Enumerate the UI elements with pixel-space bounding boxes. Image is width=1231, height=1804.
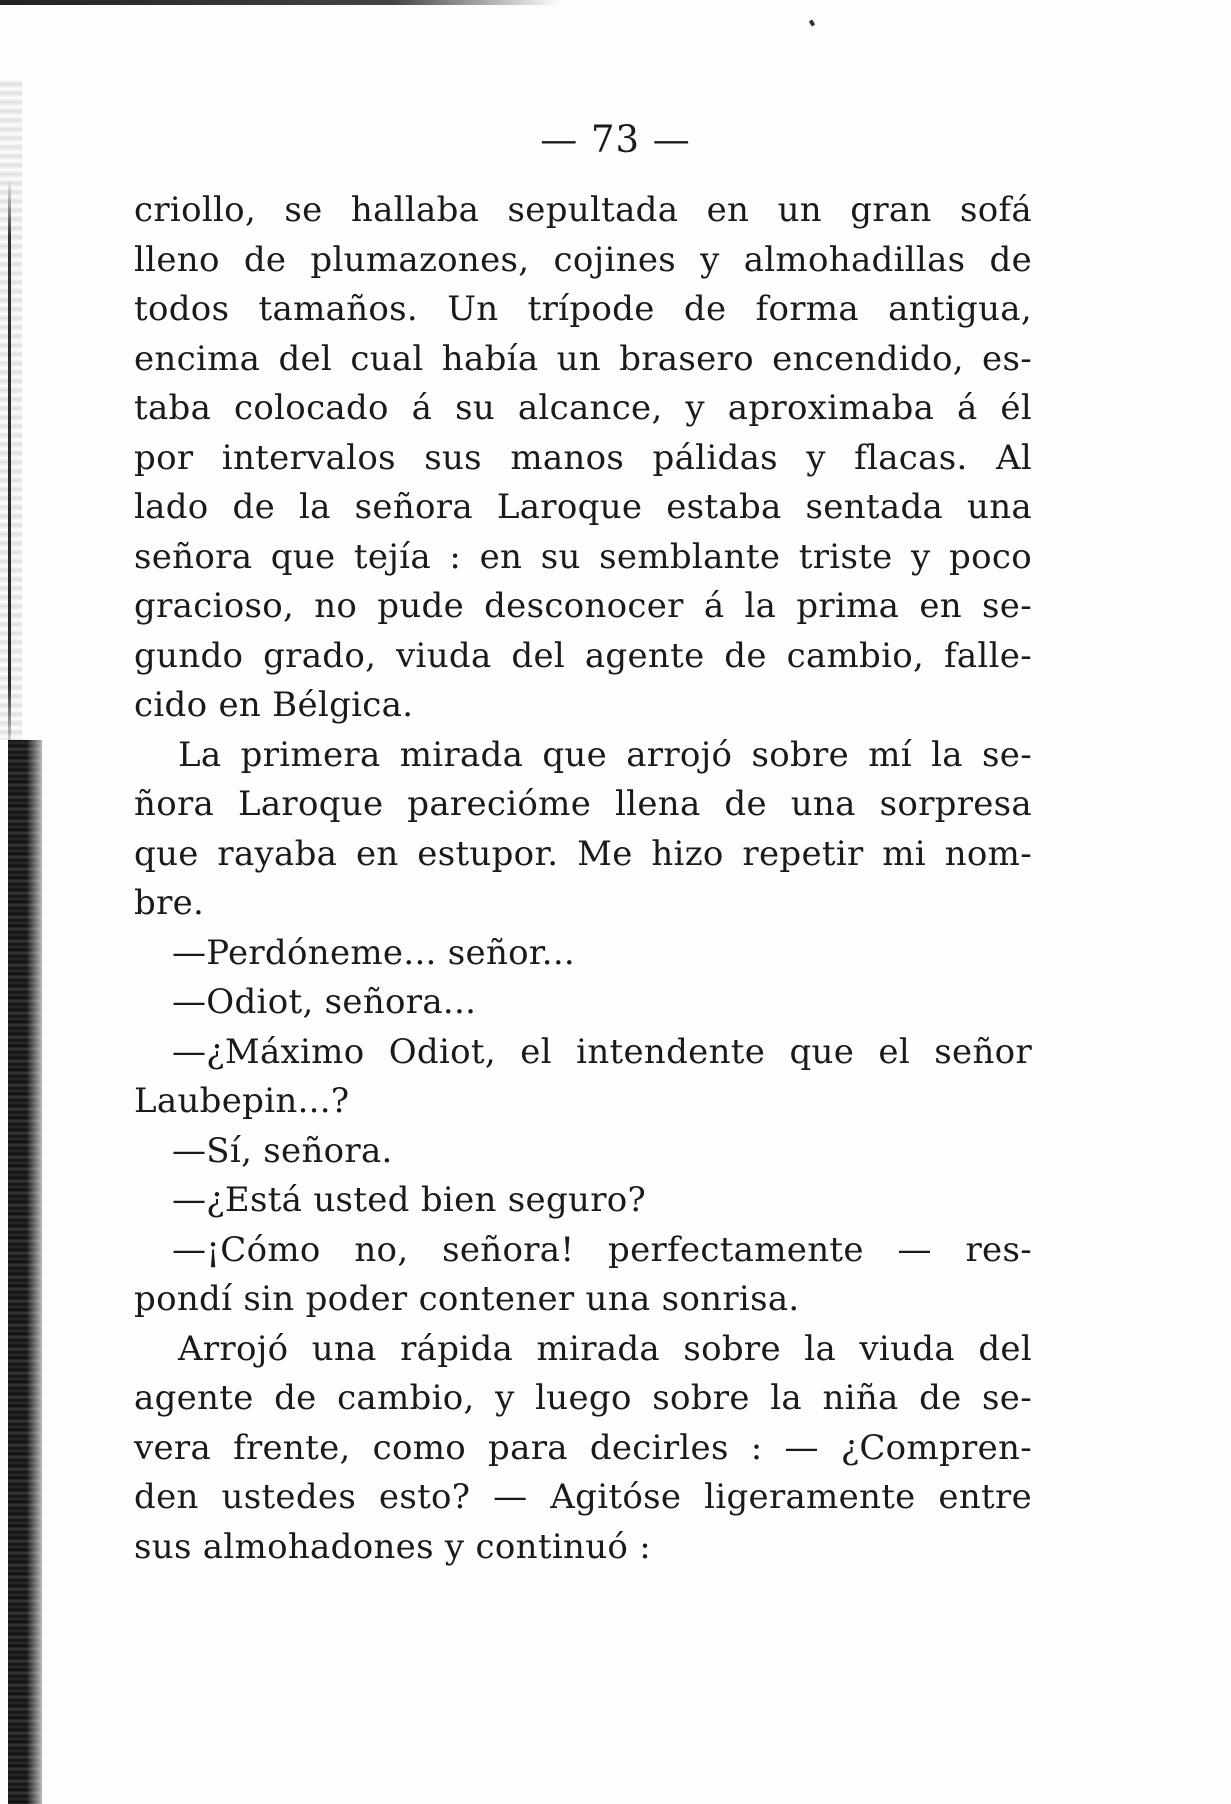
text-line: gundo grado, viuda del agente de cambio, falle- <box>134 635 1032 676</box>
text-line: taba colocado á su alcance, y aproximaba á él <box>134 388 1032 428</box>
text-line: Laubepin...? <box>134 1081 350 1121</box>
text-line: lleno de plumazones, cojines y almohadillas de <box>134 239 1032 280</box>
scan-binding-edge <box>8 740 42 1804</box>
text-line: agente de cambio, y luego sobre la niña de se- <box>134 1378 1032 1418</box>
body-text <box>134 186 1032 1572</box>
text-line: sus almohadones y continuó : <box>134 1526 652 1567</box>
text-line: pondí sin poder contener una sonrisa. <box>134 1279 800 1319</box>
dialogue-line: —¡Cómo no, señora! perfectamente — res- <box>172 1229 1032 1270</box>
scan-speck <box>809 19 815 26</box>
scan-gutter-shadow <box>0 80 22 740</box>
dialogue-line: —¿Máximo Odiot, el intendente que el señor <box>172 1031 1032 1072</box>
text-line: lado de la señora Laroque estaba sentada una <box>134 487 1032 527</box>
text-line: señora que tejía : en su semblante triste y poco <box>134 536 1032 577</box>
text-line: por intervalos sus manos pálidas y flacas. Al <box>134 437 1032 478</box>
text-line: vera frente, como para decirles : — ¿Compren- <box>134 1427 1032 1468</box>
dialogue-line: —Perdóneme... señor... <box>172 932 576 973</box>
dialogue-line: —Sí, señora. <box>172 1130 393 1171</box>
page-number: — 73 — <box>540 118 691 161</box>
text-line: cido en Bélgica. <box>134 685 414 725</box>
scan-gutter-line <box>8 180 11 740</box>
text-line: criollo, se hallaba sepultada en un gran sofá <box>134 190 1032 230</box>
text-line: gracioso, no pude desconocer á la prima en se- <box>134 586 1032 626</box>
text-line: La primera mirada que arrojó sobre mí la se- <box>178 734 1032 775</box>
scan-top-edge <box>0 0 560 5</box>
dialogue-line: —Odiot, señora... <box>172 982 477 1022</box>
text-line: encima del cual había un brasero encendido, es- <box>134 338 1032 379</box>
dialogue-line: —¿Está usted bien seguro? <box>172 1180 647 1220</box>
text-line: bre. <box>134 883 205 923</box>
text-line: den ustedes esto? — Agitóse ligeramente entre <box>134 1477 1032 1517</box>
text-line: todos tamaños. Un trípode de forma antigua, <box>134 289 1032 329</box>
text-line: ñora Laroque parecióme llena de una sorpresa <box>134 784 1032 824</box>
text-line: Arrojó una rápida mirada sobre la viuda del <box>178 1328 1032 1369</box>
text-line: que rayaba en estupor. Me hizo repetir mi nom- <box>134 833 1032 874</box>
